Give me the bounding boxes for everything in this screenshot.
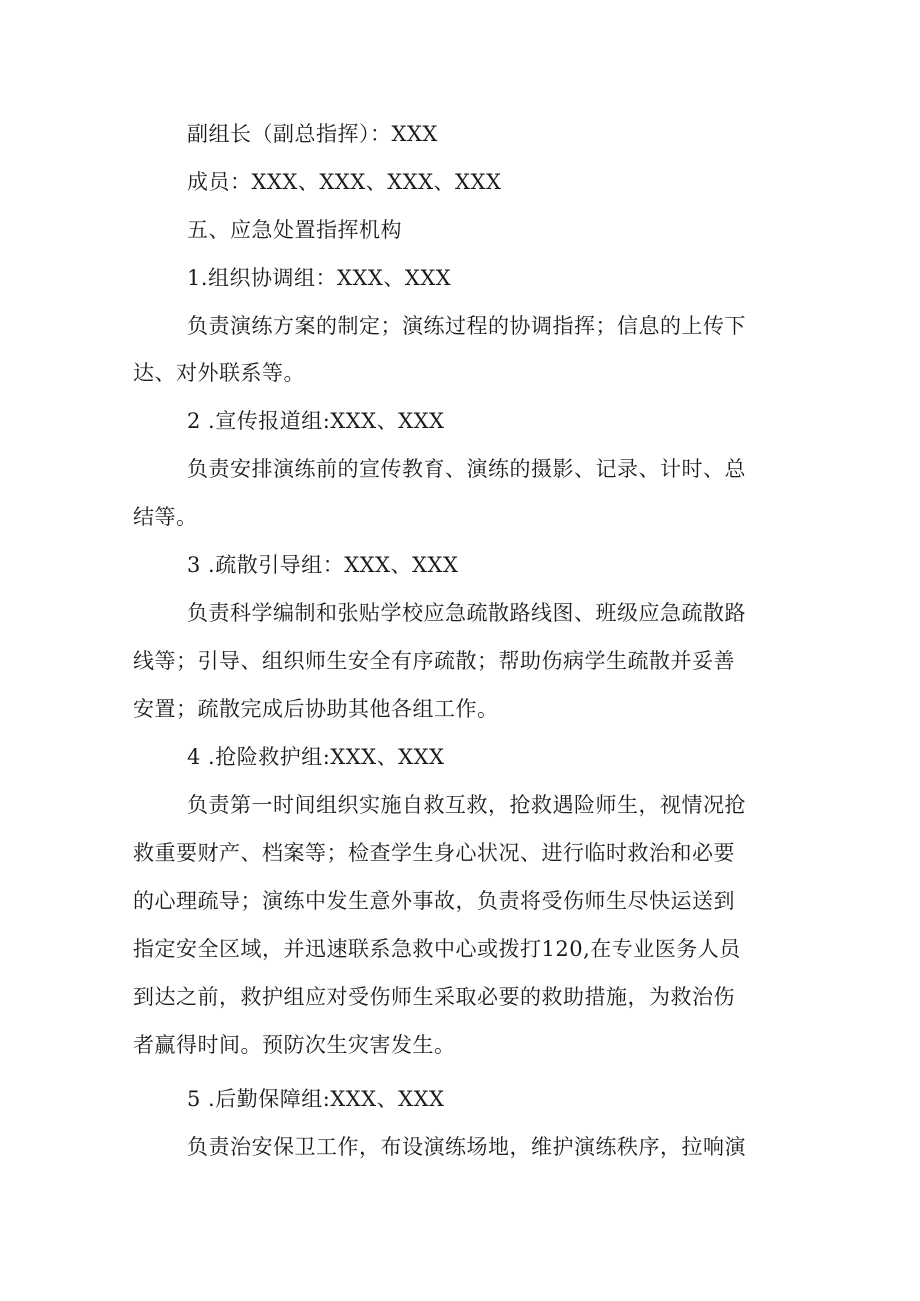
group-4-duty-line-4: 指定安全区域，并迅速联系急救中心或拨打120,在专业医务人员 (133, 937, 741, 961)
group-4-duty-line-3: 的心理疏导；演练中发生意外事故，负责将受伤师生尽快运送到 (133, 889, 735, 913)
group-4-duty-line-2: 救重要财产、档案等；检查学生身心状况、进行临时救治和必要 (133, 841, 735, 865)
group-1-duty-line-1: 负责演练方案的制定；演练过程的协调指挥；信息的上传下 (187, 314, 746, 338)
group-4-duty-line-1: 负责第一时间组织实施自救互救，抢救遇险师生，视情况抢 (187, 793, 746, 817)
group-5-duty-line-1: 负责治安保卫工作，布设演练场地，维护演练秩序，拉响演 (187, 1135, 746, 1159)
section-heading-5: 五、应急处置指挥机构 (187, 218, 402, 242)
group-heading-3: 3 .疏散引导组：XXX、XXX (187, 553, 459, 577)
group-2-duty-line-2: 结等。 (133, 505, 198, 529)
group-3-duty-line-2: 线等；引导、组织师生安全有序疏散；帮助伤病学生疏散并妥善 (133, 649, 735, 673)
group-4-duty-line-6: 者赢得时间。预防次生灾害发生。 (133, 1033, 456, 1057)
group-3-duty-line-3: 安置；疏散完成后协助其他各组工作。 (133, 697, 499, 721)
members-line: 成员：XXX、XXX、XXX、XXX (187, 170, 502, 194)
group-1-duty-line-2: 达、对外联系等。 (133, 361, 305, 385)
group-heading-4: 4 .抢险救护组:XXX、XXX (187, 745, 445, 769)
group-2-duty-line-1: 负责安排演练前的宣传教育、演练的摄影、记录、计时、总 (187, 457, 746, 481)
group-4-duty-line-5: 到达之前，救护组应对受伤师生采取必要的救助措施，为救治伤 (133, 985, 735, 1009)
group-heading-5: 5 .后勤保障组:XXX、XXX (187, 1087, 445, 1111)
deputy-leader-line: 副组长（副总指挥）：XXX (187, 122, 438, 146)
group-heading-2: 2 .宣传报道组:XXX、XXX (187, 409, 445, 433)
group-3-duty-line-1: 负责科学编制和张贴学校应急疏散路线图、班级应急疏散路 (187, 601, 746, 625)
group-heading-1: 1.组织协调组：XXX、XXX (187, 266, 452, 290)
